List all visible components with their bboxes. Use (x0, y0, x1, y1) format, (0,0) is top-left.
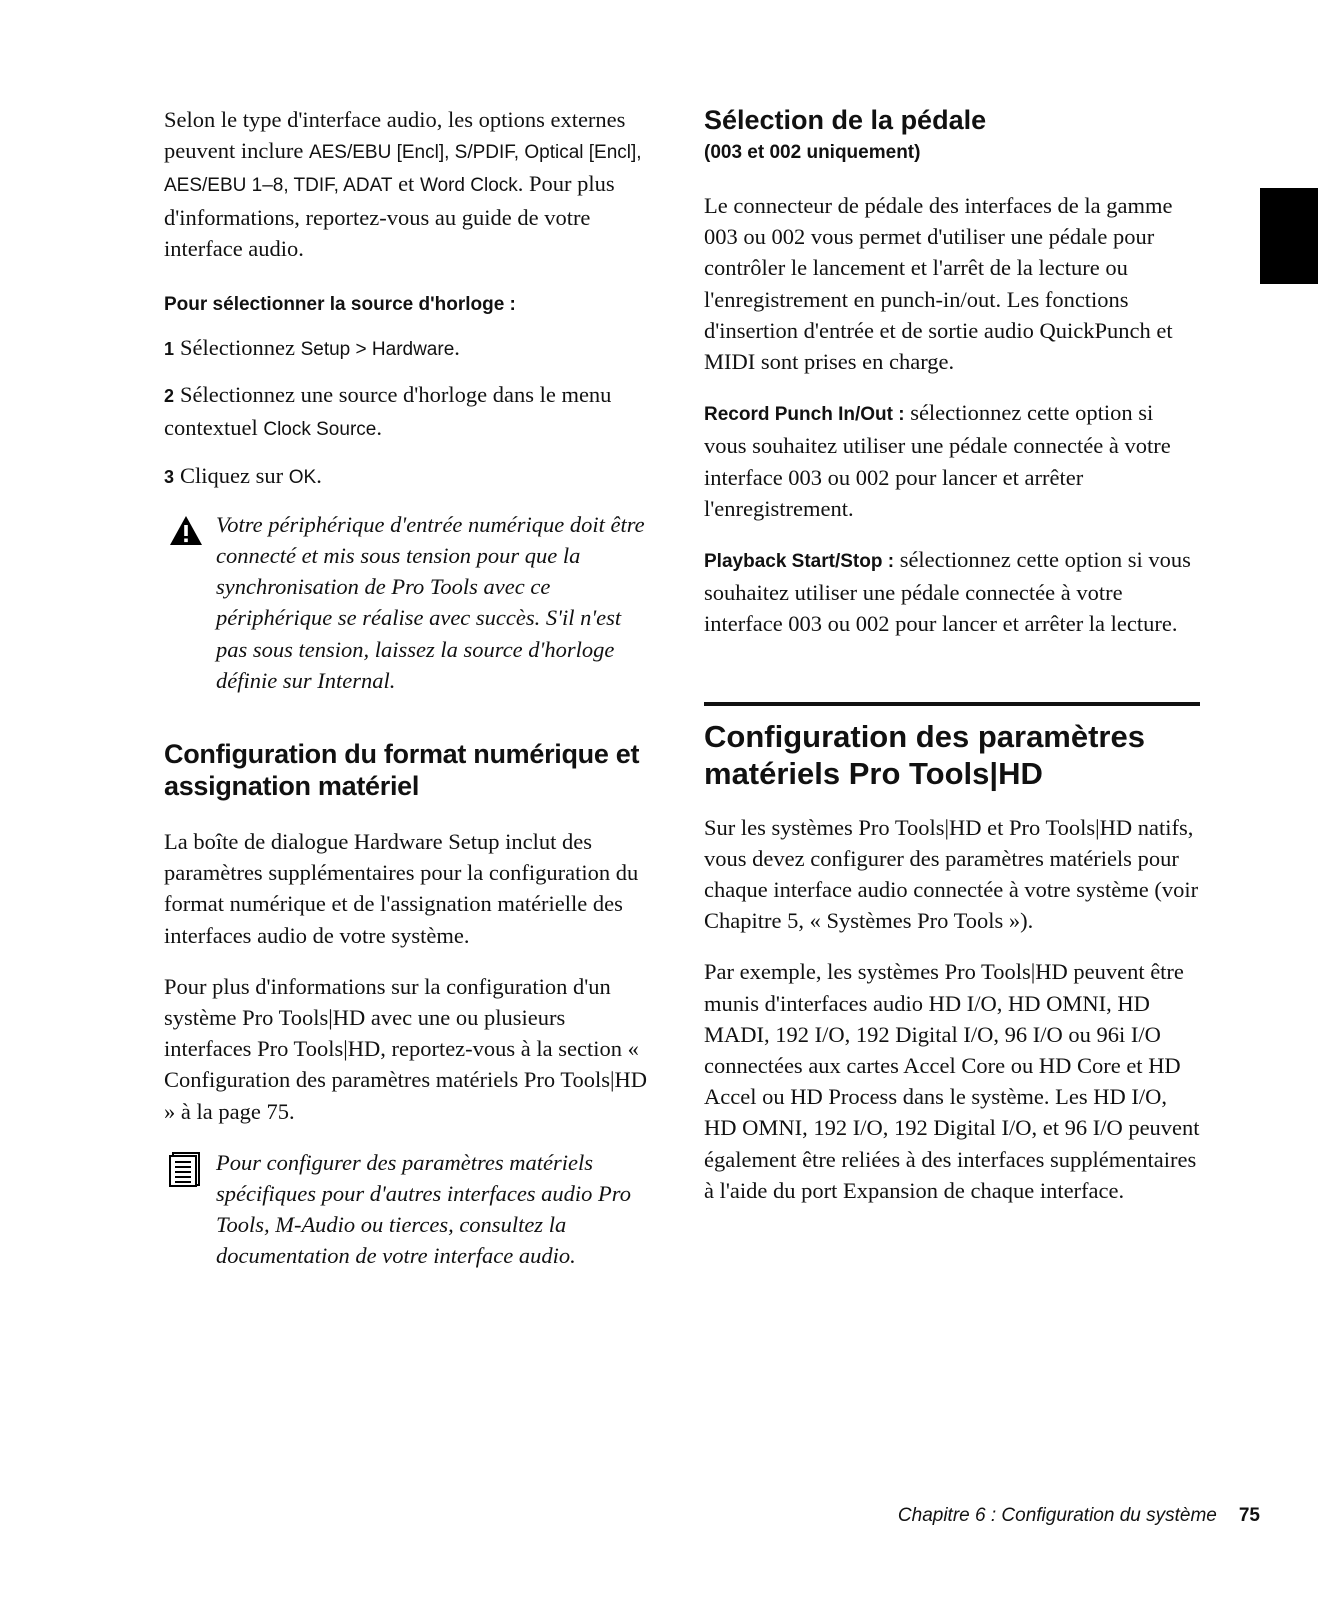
option-playback (704, 544, 1200, 640)
option-description: sélectionnez cette option si vous souhaitez utiliser une pédale connectée à votre interface 003 ou 002 pour lancer et arrêter la lecture. (704, 547, 1191, 637)
chapter-thumb-tab (1260, 188, 1318, 284)
note-text: Pour configurer des paramètres matériels spécifiques pour d'autres interfaces audio Pro Tools, M-Audio ou tierces, consultez la documentation de votre interface audio. (216, 1149, 631, 1269)
step-text: Cliquez sur (180, 462, 289, 488)
page-footer (898, 1505, 1260, 1527)
step-ui-term: Setup > Hardware (300, 339, 455, 361)
intro-text-1: Selon le type d'interface audio, les options externes peuvent inclure (164, 107, 626, 164)
left-column (164, 104, 654, 1272)
pedal-section-title: Sélection de la pédale (704, 105, 987, 135)
pedal-section-subtitle: (003 et 002 uniquement) (704, 142, 921, 163)
warning-text: Votre périphérique d'entrée numérique doit être connecté et mis sous tension pour que la synchronisation de Pro Tools avec ce périphérique se réalise avec succès. S'il n'est pas sous tension, laissez la source d'horloge définie sur Internal. (216, 511, 645, 693)
step-number: 3 (164, 466, 175, 487)
step-text-end: . (316, 462, 322, 488)
intro-text-3: . Pour plus d'informations, reportez-vous au guide de votre interface audio. (164, 171, 615, 261)
page-number: 75 (1238, 1505, 1260, 1526)
section-paragraph-2: Pour plus d'informations sur la configuration d'un système Pro Tools|HD avec une ou plusieurs interfaces Pro Tools|HD, reportez-vous à la section « Configuration des paramètres matériels Pro Tools|HD » à la page 75. (164, 973, 648, 1124)
section-title: Configuration du format numérique et assignation matériel (164, 739, 640, 802)
intro-word-clock: Word Clock (419, 175, 518, 197)
note-callout (164, 1147, 654, 1272)
option-record-punch (704, 397, 1200, 524)
intro-options-list: AES/EBU [Encl], S/PDIF, Optical [Encl], AES/EBU 1–8, TDIF, ADAT (164, 142, 642, 197)
hd-paragraph-1: Sur les systèmes Pro Tools|HD et Pro Tools|HD natifs, vous devez configurer des paramètres matériels pour chaque interface audio connectée à votre système (voir Chapitre 5, « Systèmes Pro Tools »). (704, 814, 1199, 934)
intro-text-2: et (392, 171, 420, 197)
pedal-paragraph: Le connecteur de pédale des interfaces de la gamme 003 ou 002 vous permet d'utiliser une pédale pour contrôler le lancement et l'arrêt de la lecture ou l'enregistrement en punch-in/out. Les fonctions d'insertion d'entrée et de sortie audio QuickPunch et MIDI sont prises en charge. (704, 193, 1173, 375)
procedure-step (164, 379, 654, 445)
step-text-end: . (376, 415, 382, 441)
procedure-step (164, 332, 654, 365)
step-ui-term: OK (288, 466, 317, 488)
section-paragraph-1: La boîte de dialogue Hardware Setup inclut des paramètres supplémentaires pour la configuration du format numérique et de l'assignation matérielle des interfaces audio de votre système. (164, 829, 639, 948)
note-icon (168, 1151, 204, 1187)
footer-chapter: Chapitre 6 : Configuration du système (897, 1505, 1217, 1526)
step-number: 2 (164, 386, 175, 407)
step-text: Sélectionnez (180, 335, 301, 361)
option-description: sélectionnez cette option si vous souhaitez utiliser une pédale connectée à votre interface 003 ou 002 pour lancer et arrêter l'enregistrement. (704, 400, 1171, 521)
warning-icon (168, 513, 204, 549)
procedure-title: Pour sélectionner la source d'horloge : (164, 294, 516, 316)
procedure-step (164, 460, 654, 493)
step-text-end: . (454, 335, 460, 361)
intro-paragraph (164, 104, 654, 264)
option-label: Record Punch In/Out : (704, 404, 905, 426)
step-text: Sélectionnez une source d'horloge dans le menu contextuel (164, 382, 612, 441)
step-ui-term: Clock Source (263, 419, 377, 441)
option-label: Playback Start/Stop : (704, 551, 895, 573)
chapter-rule (704, 702, 1200, 706)
hd-paragraph-2: Par exemple, les systèmes Pro Tools|HD peuvent être munis d'interfaces audio HD I/O, HD OMNI, HD MADI, 192 I/O, 192 Digital I/O, 96 I/O ou 96i I/O connectées aux cartes Accel Core ou HD Core et HD Accel ou HD Process dans le système. Les HD I/O, HD OMNI, 192 I/O, 192 Digital I/O, et 96 I/O peuvent également être reliées à des interfaces supplémentaires à l'aide du port Expansion de chaque interface. (704, 959, 1200, 1203)
right-column (704, 104, 1200, 1226)
chapter-section-title: Configuration des paramètres matériels Pro Tools|HD (704, 718, 1145, 791)
step-number: 1 (164, 339, 175, 360)
procedure-steps (164, 332, 654, 493)
warning-callout (164, 509, 654, 696)
